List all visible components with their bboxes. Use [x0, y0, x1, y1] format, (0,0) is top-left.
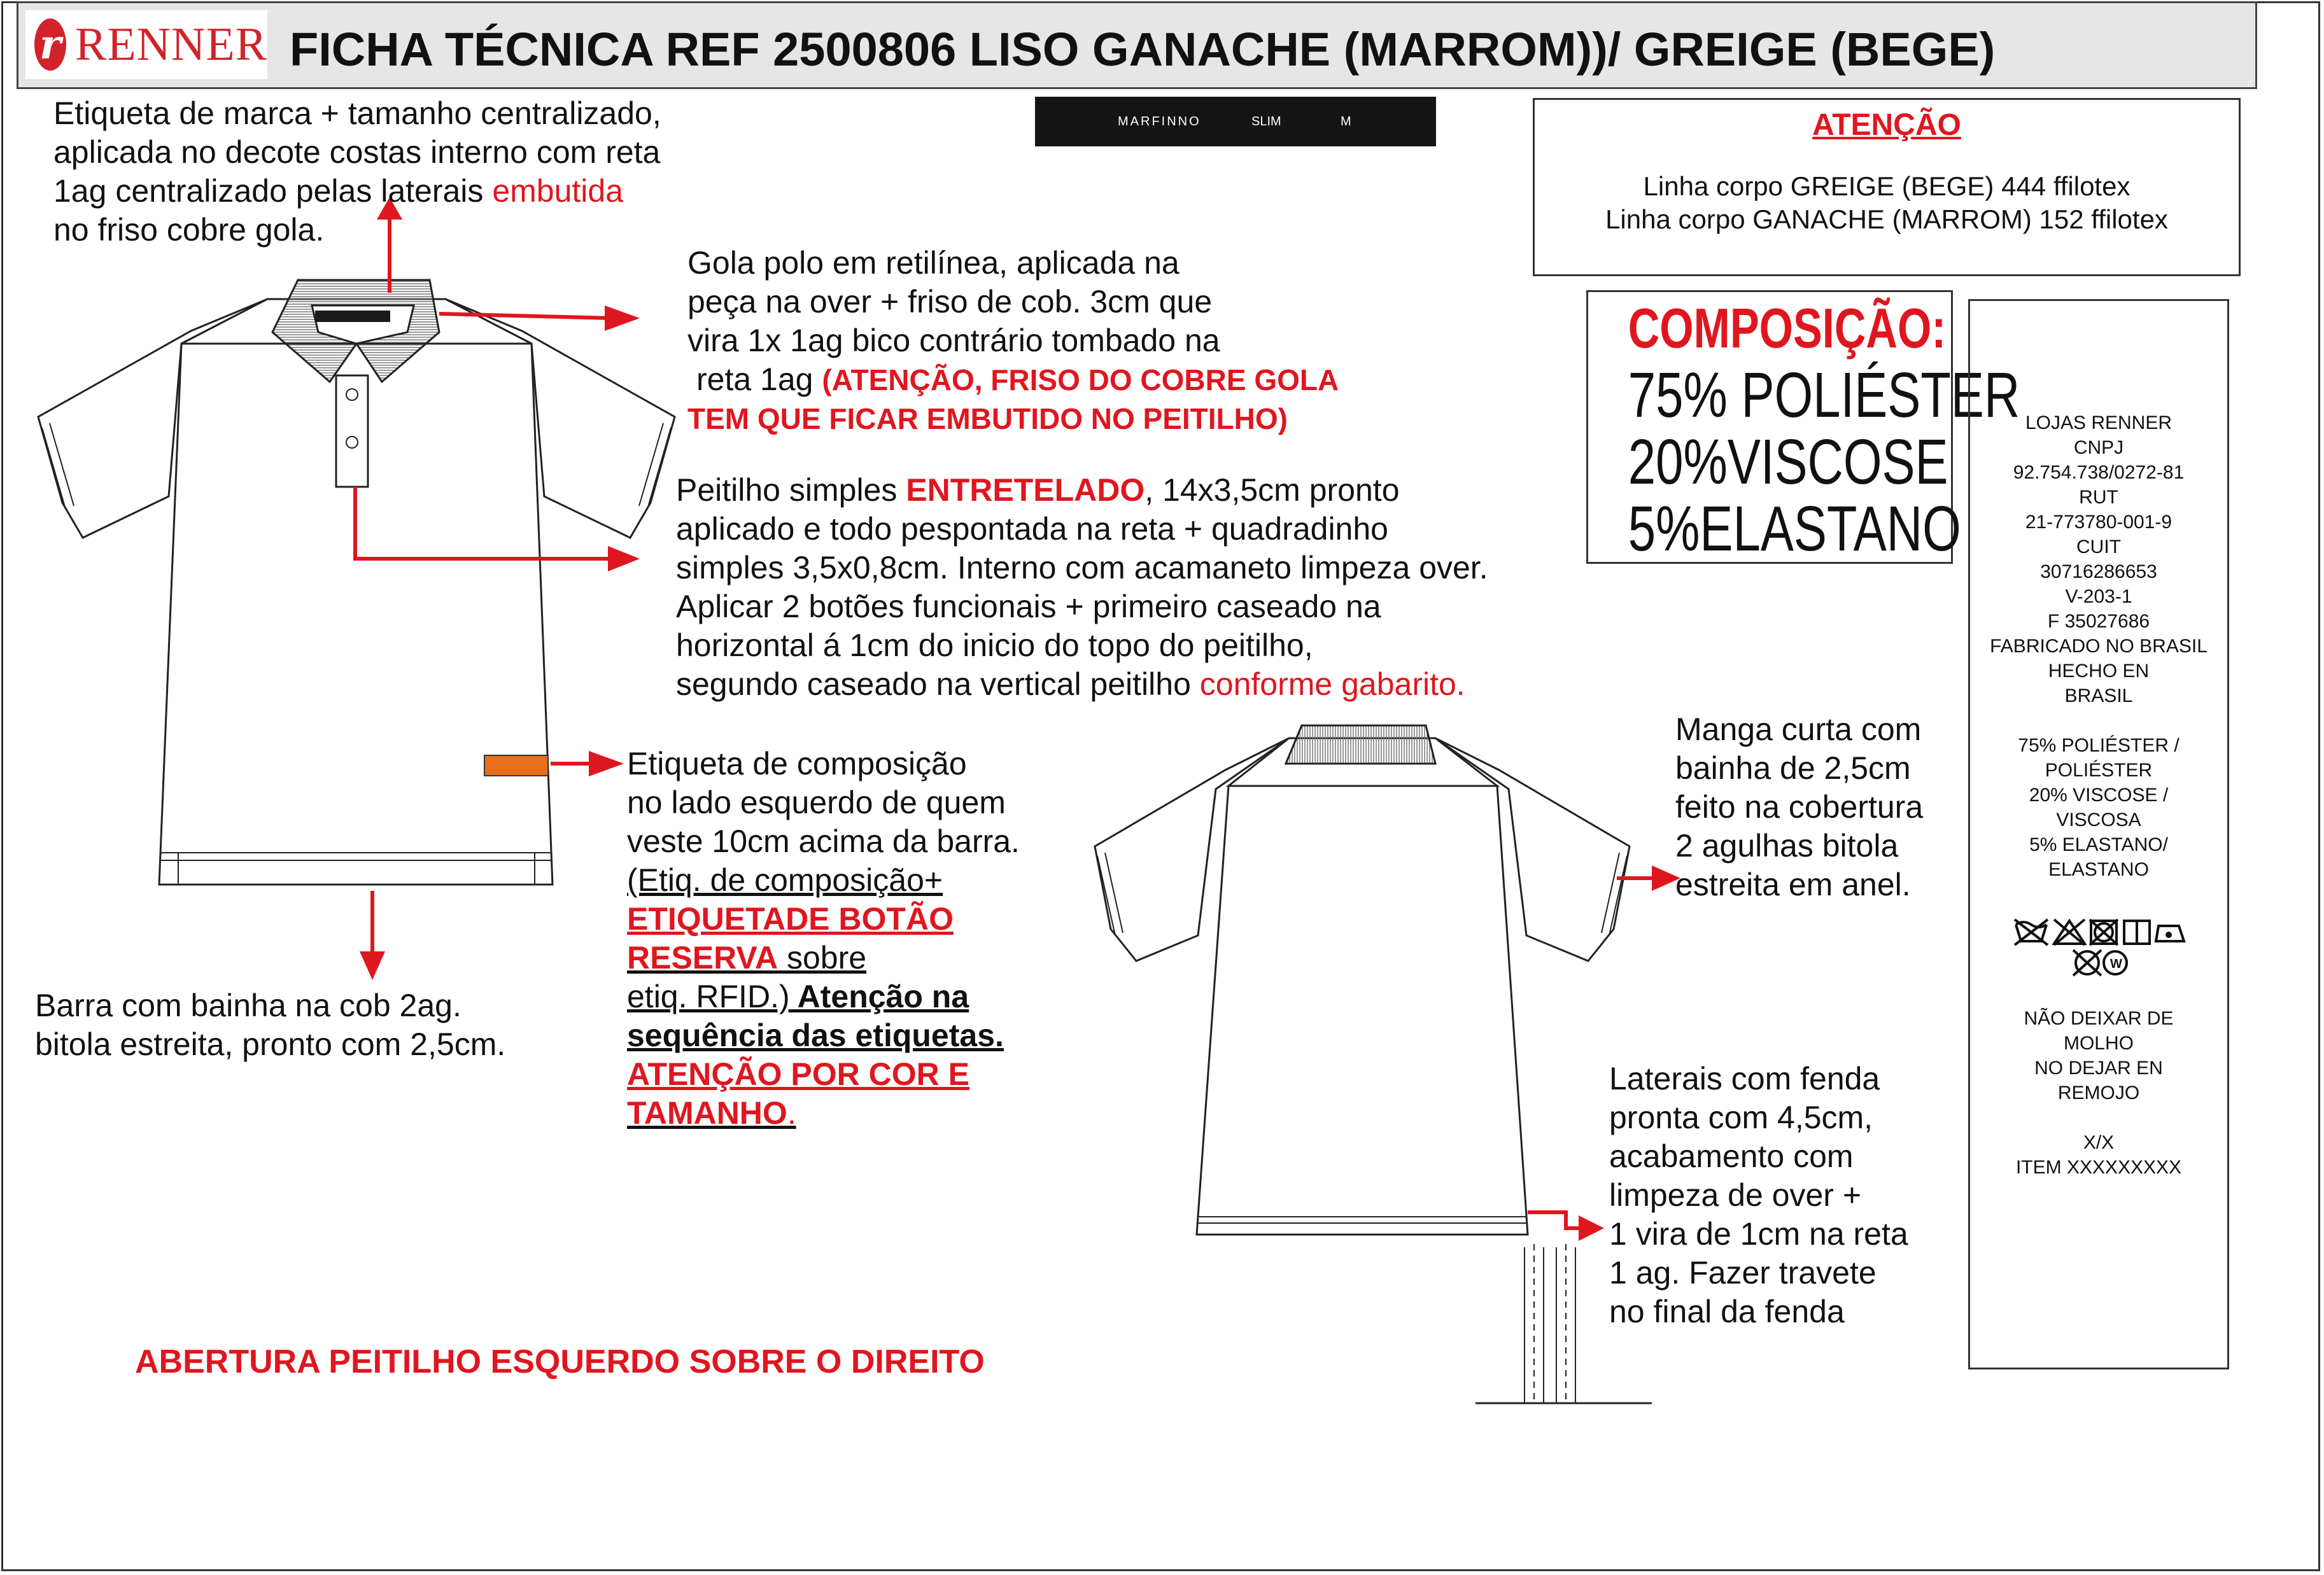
note-text: , 14x3,5cm pronto — [1144, 472, 1400, 508]
note-line — [53, 172, 661, 211]
care-label-line: F 35027686 — [2047, 611, 2150, 632]
care-label-line: VISCOSA — [2056, 809, 2141, 830]
note-line: simples 3,5x0,8cm. Interno com acamaneto limpeza over. — [676, 550, 1488, 585]
note-line-red: ATENÇÃO POR COR E — [627, 1056, 969, 1092]
care-label-line: MOLHO — [2063, 1033, 2134, 1054]
svg-text:W: W — [2110, 957, 2122, 971]
note-text: sobre — [778, 940, 867, 976]
note-peitilho — [676, 471, 1488, 704]
composicao-line-2: 20%VISCOSE — [1628, 426, 1948, 498]
note-line: Gola polo em retilínea, aplicada na — [687, 245, 1180, 281]
composicao-title: COMPOSIÇÃO: — [1628, 297, 1947, 360]
note-line: Etiqueta de marca + tamanho centralizado, — [53, 95, 661, 131]
note-line: (Etiq. de composição+ — [627, 862, 943, 898]
note-text: segundo caseado na vertical peitilho — [676, 666, 1191, 702]
note-line: Etiqueta de composição — [627, 746, 967, 781]
note-text-red: ENTRETELADO — [906, 472, 1145, 508]
note-text: etiq. RFID.) — [627, 979, 790, 1014]
note-line — [627, 939, 1020, 977]
renner-logo-text: RENNER — [75, 18, 267, 71]
note-etiqueta-marca — [53, 94, 661, 249]
care-label-line: 21-773780-001-9 — [2025, 512, 2173, 533]
note-line: bitola estreita, pronto com 2,5cm. — [35, 1026, 506, 1062]
care-label-line: ELASTANO — [2048, 859, 2149, 880]
care-label-line: REMOJO — [2057, 1082, 2140, 1103]
care-label-line: POLIÉSTER — [2045, 760, 2153, 781]
composicao-line-3: 5%ELASTANO — [1628, 493, 1961, 564]
atencao-line-1: Linha corpo GREIGE (BEGE) 444 ffilotex — [1643, 171, 2130, 201]
note-line — [687, 360, 1339, 400]
note-text: Peitilho simples — [676, 472, 898, 508]
care-label-line — [1970, 708, 2227, 733]
care-label-line: RUT — [2079, 487, 2118, 508]
note-text: reta 1ag — [696, 361, 813, 397]
note-line: no lado esquerdo de quem — [627, 785, 1006, 820]
brand-label-name: MARFINNO — [1118, 114, 1201, 129]
care-label-line: 75% POLIÉSTER / — [2018, 735, 2180, 756]
brand-label-size: M — [1341, 114, 1351, 129]
note-line: Laterais com fenda — [1609, 1061, 1880, 1096]
care-label-line: V-203-1 — [2065, 586, 2132, 607]
care-label-line: FABRICADO NO BRASIL — [1990, 636, 2208, 657]
note-text-bold: Atenção na — [789, 979, 969, 1014]
note-text-red: RESERVA — [627, 940, 778, 976]
composicao-box — [1586, 290, 2020, 564]
note-line: Barra com bainha na cob 2ag. — [35, 988, 461, 1023]
care-label-line: 5% ELASTANO/ — [2029, 834, 2168, 855]
care-label-line — [1970, 1105, 2227, 1130]
note-line: aplicado e todo pespontada na reta + quadradinho — [676, 511, 1388, 547]
care-label-line: ITEM XXXXXXXXX — [2015, 1157, 2182, 1178]
note-line: no friso cobre gola. — [53, 212, 325, 248]
note-line: estreita em anel. — [1675, 867, 1911, 902]
brand-label-fit: SLIM — [1251, 114, 1281, 129]
note-line: 1 vira de 1cm na reta — [1609, 1216, 1908, 1252]
note-line — [676, 471, 1488, 510]
note-abertura: ABERTURA PEITILHO ESQUERDO SOBRE O DIREITO — [135, 1343, 985, 1380]
care-label-line: BRASIL — [2064, 685, 2133, 706]
note-manga — [1675, 710, 1923, 904]
composition-tag-marker — [484, 755, 549, 776]
note-line: feito na cobertura — [1675, 789, 1924, 825]
care-label-top — [1970, 410, 2227, 882]
note-line: aplicada no decote costas interno com reta — [53, 134, 661, 170]
note-line: pronta com 4,5cm, — [1609, 1100, 1873, 1135]
care-label-line: X/X — [2083, 1132, 2115, 1153]
note-text-bold: sequência das etiquetas — [627, 1018, 996, 1053]
care-label-line: CNPJ — [2073, 437, 2124, 458]
care-label-line: 92.754.738/0272-81 — [2013, 462, 2185, 483]
care-label-line: 20% VISCOSE / — [2029, 785, 2169, 806]
note-line: 1 ag. Fazer travete — [1609, 1255, 1877, 1291]
care-label-line: LOJAS RENNER — [2025, 412, 2173, 433]
note-line — [627, 1016, 1020, 1055]
shirt-back-drawing — [1095, 725, 1630, 1235]
note-laterais — [1609, 1060, 1908, 1331]
note-line: Aplicar 2 botões funcionais + primeiro caseado na — [676, 589, 1381, 624]
note-text-red: embutida — [492, 173, 624, 209]
care-label — [1968, 299, 2229, 1369]
note-line: peça na over + friso de cob. 3cm que — [687, 284, 1213, 319]
note-barra — [35, 986, 505, 1064]
note-line: vira 1x 1ag bico contrário tombado na — [687, 323, 1220, 358]
note-line — [627, 977, 1020, 1016]
care-label-line: NÃO DEIXAR DE — [2024, 1008, 2174, 1029]
note-line: limpeza de over + — [1609, 1177, 1862, 1213]
atencao-line-2: Linha corpo GANACHE (MARROM) 152 ffilotex — [1605, 204, 2168, 234]
note-text: . — [787, 1095, 796, 1131]
composicao-line-1: 75% POLIÉSTER — [1628, 360, 2020, 431]
note-text: . — [995, 1018, 1004, 1053]
care-label-line: HECHO EN — [2048, 661, 2150, 682]
atencao-box — [1533, 98, 2241, 276]
note-text: 1ag centralizado pelas laterais — [53, 173, 484, 209]
page-title: FICHA TÉCNICA REF 2500806 LISO GANACHE (MARROM))/ GREIGE (BEGE) — [290, 23, 1996, 76]
note-line: acabamento com — [1609, 1138, 1854, 1174]
renner-logo-mark: r — [34, 18, 66, 71]
note-line — [627, 1094, 1020, 1133]
note-line: veste 10cm acima da barra. — [627, 823, 1020, 859]
note-line: 2 agulhas bitola — [1675, 828, 1899, 864]
note-line: horizontal á 1cm do inicio do topo do peitilho, — [676, 627, 1313, 663]
note-gola — [687, 244, 1339, 438]
care-label-line: NO DEJAR EN — [2034, 1058, 2163, 1079]
note-line: no final da fenda — [1609, 1294, 1845, 1329]
shirt-front-drawing — [38, 280, 675, 885]
note-line: bainha de 2,5cm — [1675, 750, 1911, 786]
note-line-red: ETIQUETADE BOTÃO — [627, 901, 954, 937]
care-label-line: CUIT — [2076, 536, 2121, 557]
note-text-red: TAMANHO — [627, 1095, 787, 1131]
care-label-bottom — [1970, 1006, 2227, 1180]
note-line-red: TEM QUE FICAR EMBUTIDO NO PEITILHO) — [687, 402, 1288, 435]
note-text-red: conforme gabarito. — [1199, 666, 1465, 702]
note-etiqueta-composicao — [627, 745, 1020, 1133]
atencao-title: ATENÇÃO — [1812, 108, 1961, 142]
care-label-line: 30716286653 — [2040, 561, 2157, 582]
note-line: Manga curta com — [1675, 711, 1922, 747]
note-text-red: (ATENÇÃO, FRISO DO COBRE GOLA — [822, 363, 1339, 396]
care-symbols-icon — [2012, 917, 2190, 981]
note-line — [676, 665, 1488, 704]
